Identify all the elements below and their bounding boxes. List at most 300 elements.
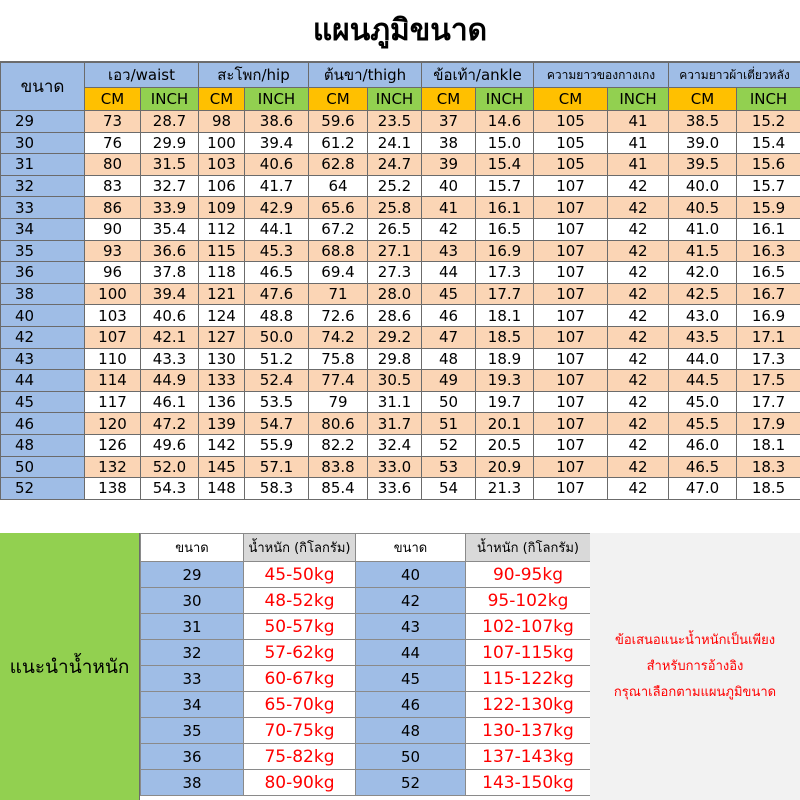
measurement-cell: 86	[85, 197, 141, 219]
size-cell: 29	[1, 111, 85, 133]
measurement-cell: 44.1	[245, 218, 309, 240]
measurement-cell: 16.1	[737, 218, 800, 240]
measurement-cell: 46.1	[141, 391, 199, 413]
measurement-cell: 40	[422, 175, 476, 197]
measurement-cell: 80.6	[309, 413, 368, 435]
weight-range-cell: 115-122kg	[466, 666, 591, 692]
table-row	[1, 240, 800, 262]
measurement-cell: 20.1	[476, 413, 534, 435]
measurement-cell: 107	[534, 434, 608, 456]
measurement-cell: 47.0	[669, 478, 737, 500]
measurement-cell: 16.3	[737, 240, 800, 262]
measurement-cell: 39.0	[669, 132, 737, 154]
measurement-cell: 26.5	[368, 218, 422, 240]
measurement-cell: 45.5	[669, 413, 737, 435]
measurement-cell: 42	[608, 326, 669, 348]
weight-range-cell: 143-150kg	[466, 770, 591, 796]
measurement-cell: 33.6	[368, 478, 422, 500]
measurement-cell: 16.5	[476, 218, 534, 240]
weight-size-cell: 35	[141, 718, 244, 744]
measurement-cell: 124	[199, 305, 245, 327]
measurement-cell: 100	[199, 132, 245, 154]
measurement-cell: 64	[309, 175, 368, 197]
size-cell: 50	[1, 456, 85, 478]
weight-row	[141, 562, 356, 588]
table-row	[1, 154, 800, 176]
size-cell: 34	[1, 218, 85, 240]
unit-inch: INCH	[368, 88, 422, 111]
unit-cm: CM	[669, 88, 737, 111]
measurement-cell: 42	[608, 240, 669, 262]
thigh-header: ต้นขา/thigh	[309, 63, 422, 88]
measurement-cell: 15.9	[737, 197, 800, 219]
measurement-cell: 120	[85, 413, 141, 435]
measurement-cell: 107	[534, 240, 608, 262]
weight-rows-right	[356, 562, 591, 796]
measurement-cell: 50	[422, 391, 476, 413]
weight-size-header: ขนาด	[356, 534, 466, 562]
weight-size-cell: 31	[141, 614, 244, 640]
measurement-cell: 90	[85, 218, 141, 240]
measurement-cell: 43.0	[669, 305, 737, 327]
weight-size-cell: 34	[141, 692, 244, 718]
measurement-cell: 41.7	[245, 175, 309, 197]
measurement-cell: 73	[85, 111, 141, 133]
measurement-cell: 145	[199, 456, 245, 478]
measurement-cell: 29.2	[368, 326, 422, 348]
size-cell: 40	[1, 305, 85, 327]
measurement-cell: 58.3	[245, 478, 309, 500]
measurement-cell: 47	[422, 326, 476, 348]
measurement-cell: 20.9	[476, 456, 534, 478]
measurement-cell: 77.4	[309, 370, 368, 392]
measurement-cell: 44	[422, 262, 476, 284]
measurement-cell: 42	[608, 413, 669, 435]
measurement-cell: 37.8	[141, 262, 199, 284]
measurement-cell: 15.7	[737, 175, 800, 197]
measurement-cell: 57.1	[245, 456, 309, 478]
weight-size-cell: 52	[356, 770, 466, 796]
measurement-cell: 42	[608, 283, 669, 305]
measurement-cell: 41	[608, 111, 669, 133]
measurement-cell: 42.9	[245, 197, 309, 219]
weight-size-cell: 45	[356, 666, 466, 692]
weight-range-cell: 122-130kg	[466, 692, 591, 718]
weight-row	[141, 718, 356, 744]
measurement-cell: 41	[608, 154, 669, 176]
measurement-cell: 31.1	[368, 391, 422, 413]
note-line: สำหรับการอ้างอิง	[646, 658, 744, 674]
measurement-cell: 107	[534, 283, 608, 305]
measurement-cell: 48	[422, 348, 476, 370]
measurement-cell: 38.6	[245, 111, 309, 133]
measurement-cell: 71	[309, 283, 368, 305]
weight-range-cell: 130-137kg	[466, 718, 591, 744]
measurement-cell: 36.6	[141, 240, 199, 262]
size-cell: 33	[1, 197, 85, 219]
weight-size-cell: 43	[356, 614, 466, 640]
measurement-cell: 40.5	[669, 197, 737, 219]
measurement-cell: 15.2	[737, 111, 800, 133]
size-cell: 43	[1, 348, 85, 370]
weight-size-cell: 36	[141, 744, 244, 770]
measurement-cell: 31.7	[368, 413, 422, 435]
measurement-cell: 42	[608, 370, 669, 392]
unit-cm: CM	[534, 88, 608, 111]
measurement-cell: 109	[199, 197, 245, 219]
chart-title: แผนภูมิขนาด	[0, 0, 800, 62]
measurement-cell: 85.4	[309, 478, 368, 500]
table-row	[1, 132, 800, 154]
measurement-cell: 107	[534, 262, 608, 284]
measurement-cell: 28.6	[368, 305, 422, 327]
measurement-cell: 98	[199, 111, 245, 133]
measurement-cell: 76	[85, 132, 141, 154]
table-row	[1, 283, 800, 305]
measurement-cell: 142	[199, 434, 245, 456]
table-row	[1, 434, 800, 456]
measurement-cell: 139	[199, 413, 245, 435]
note-line: ข้อเสนอแนะน้ำหนักเป็นเพียง	[614, 632, 776, 648]
measurement-cell: 16.9	[737, 305, 800, 327]
measurement-cell: 53	[422, 456, 476, 478]
weight-rows-left	[141, 562, 356, 796]
measurement-cell: 43.5	[669, 326, 737, 348]
measurement-cell: 16.5	[737, 262, 800, 284]
measurement-cell: 51.2	[245, 348, 309, 370]
measurement-cell: 16.1	[476, 197, 534, 219]
measurement-cell: 15.4	[476, 154, 534, 176]
measurement-cell: 117	[85, 391, 141, 413]
measurement-cell: 50.0	[245, 326, 309, 348]
measurement-cell: 68.8	[309, 240, 368, 262]
weight-size-cell: 29	[141, 562, 244, 588]
weight-size-cell: 32	[141, 640, 244, 666]
measurement-cell: 18.3	[737, 456, 800, 478]
measurement-cell: 16.9	[476, 240, 534, 262]
measurement-cell: 18.9	[476, 348, 534, 370]
measurement-cell: 130	[199, 348, 245, 370]
weight-range-cell: 70-75kg	[244, 718, 356, 744]
table-row	[1, 326, 800, 348]
weight-row	[356, 666, 591, 692]
measurement-cell: 107	[534, 478, 608, 500]
measurement-cell: 83	[85, 175, 141, 197]
measurement-cell: 80	[85, 154, 141, 176]
measurement-cell: 107	[534, 175, 608, 197]
units-header-row	[1, 88, 800, 111]
measurement-cell: 107	[534, 370, 608, 392]
measurement-cell: 23.5	[368, 111, 422, 133]
table-row	[1, 478, 800, 500]
measurement-cell: 61.2	[309, 132, 368, 154]
size-table	[0, 62, 800, 500]
weight-size-cell: 38	[141, 770, 244, 796]
measurement-cell: 42	[608, 456, 669, 478]
measurement-cell: 148	[199, 478, 245, 500]
measurement-cell: 29.8	[368, 348, 422, 370]
table-row	[1, 370, 800, 392]
size-cell: 44	[1, 370, 85, 392]
measurement-cell: 25.2	[368, 175, 422, 197]
measurement-cell: 43.3	[141, 348, 199, 370]
measurement-cell: 100	[85, 283, 141, 305]
size-cell: 36	[1, 262, 85, 284]
weight-row	[141, 614, 356, 640]
size-cell: 35	[1, 240, 85, 262]
measurement-cell: 49.6	[141, 434, 199, 456]
measurement-cell: 107	[534, 391, 608, 413]
weight-row	[141, 588, 356, 614]
measurement-cell: 59.6	[309, 111, 368, 133]
measurement-cell: 15.7	[476, 175, 534, 197]
measurement-cell: 53.5	[245, 391, 309, 413]
measurement-cell: 44.9	[141, 370, 199, 392]
unit-inch: INCH	[476, 88, 534, 111]
measurement-cell: 27.1	[368, 240, 422, 262]
weight-size-cell: 30	[141, 588, 244, 614]
measurement-cell: 38.5	[669, 111, 737, 133]
weight-row	[141, 666, 356, 692]
size-cell: 32	[1, 175, 85, 197]
table-row	[1, 175, 800, 197]
unit-cm: CM	[85, 88, 141, 111]
measurement-cell: 138	[85, 478, 141, 500]
measurement-cell: 51	[422, 413, 476, 435]
measurement-cell: 42	[608, 348, 669, 370]
weight-size-cell: 48	[356, 718, 466, 744]
weight-size-cell: 33	[141, 666, 244, 692]
size-cell: 52	[1, 478, 85, 500]
table-row	[1, 305, 800, 327]
unit-inch: INCH	[245, 88, 309, 111]
weight-range-cell: 60-67kg	[244, 666, 356, 692]
measurement-cell: 18.1	[476, 305, 534, 327]
measurement-cell: 49	[422, 370, 476, 392]
hip-header: สะโพก/hip	[199, 63, 309, 88]
measurement-cell: 39	[422, 154, 476, 176]
back-rise-header: ความยาวผ้าเตี่ยวหลัง	[669, 63, 800, 88]
weight-row	[356, 718, 591, 744]
measurement-cell: 39.4	[245, 132, 309, 154]
weight-recommendation-panel	[0, 533, 800, 800]
measurement-cell: 46	[422, 305, 476, 327]
measurement-cell: 42	[608, 262, 669, 284]
measurement-cell: 41	[608, 132, 669, 154]
size-cell: 46	[1, 413, 85, 435]
weight-range-cell: 137-143kg	[466, 744, 591, 770]
weight-range-cell: 80-90kg	[244, 770, 356, 796]
table-row	[1, 262, 800, 284]
weight-range-cell: 50-57kg	[244, 614, 356, 640]
measurement-cell: 45	[422, 283, 476, 305]
measurement-cell: 52	[422, 434, 476, 456]
measurement-cell: 39.4	[141, 283, 199, 305]
measurement-cell: 52.4	[245, 370, 309, 392]
measurement-cell: 46.0	[669, 434, 737, 456]
measurement-cell: 136	[199, 391, 245, 413]
measurement-cell: 47.2	[141, 413, 199, 435]
size-cell: 48	[1, 434, 85, 456]
measurement-cell: 40.6	[245, 154, 309, 176]
weight-table-left	[140, 533, 356, 796]
measurement-cell: 93	[85, 240, 141, 262]
weight-row	[356, 744, 591, 770]
measurement-cell: 18.5	[737, 478, 800, 500]
unit-cm: CM	[309, 88, 368, 111]
size-cell: 42	[1, 326, 85, 348]
measurement-cell: 69.4	[309, 262, 368, 284]
measurement-cell: 24.7	[368, 154, 422, 176]
weight-kg-header: น้ำหนัก (กิโลกรัม)	[244, 534, 356, 562]
measurement-cell: 19.3	[476, 370, 534, 392]
measurement-cell: 41.0	[669, 218, 737, 240]
measurement-cell: 46.5	[245, 262, 309, 284]
measurement-cell: 17.3	[476, 262, 534, 284]
measurement-cell: 82.2	[309, 434, 368, 456]
measurement-cell: 37	[422, 111, 476, 133]
weight-row	[141, 744, 356, 770]
measurement-cell: 42	[422, 218, 476, 240]
weight-row	[356, 614, 591, 640]
measurement-cell: 19.7	[476, 391, 534, 413]
table-row	[1, 218, 800, 240]
measurement-cell: 107	[534, 197, 608, 219]
weight-range-cell: 107-115kg	[466, 640, 591, 666]
measurement-cell: 107	[534, 348, 608, 370]
measurement-cell: 107	[534, 413, 608, 435]
measurement-cell: 107	[85, 326, 141, 348]
size-cell: 31	[1, 154, 85, 176]
measurement-cell: 25.8	[368, 197, 422, 219]
weight-row	[141, 640, 356, 666]
measurement-cell: 54.3	[141, 478, 199, 500]
measurement-cell: 42	[608, 391, 669, 413]
measurement-cell: 20.5	[476, 434, 534, 456]
measurement-cell: 42.0	[669, 262, 737, 284]
measurement-cell: 62.8	[309, 154, 368, 176]
measurement-cell: 28.0	[368, 283, 422, 305]
measurement-cell: 32.7	[141, 175, 199, 197]
measurement-cell: 32.4	[368, 434, 422, 456]
measurement-cell: 75.8	[309, 348, 368, 370]
measurement-cell: 18.1	[737, 434, 800, 456]
weight-note	[590, 533, 800, 800]
measurement-cell: 29.9	[141, 132, 199, 154]
measurement-cell: 55.9	[245, 434, 309, 456]
weight-row	[141, 692, 356, 718]
measurement-cell: 65.6	[309, 197, 368, 219]
weight-size-header: ขนาด	[141, 534, 244, 562]
pants-length-header: ความยาวของกางเกง	[534, 63, 669, 88]
ankle-header: ข้อเท้า/ankle	[422, 63, 534, 88]
measurement-cell: 127	[199, 326, 245, 348]
measurement-cell: 67.2	[309, 218, 368, 240]
measurement-cell: 107	[534, 456, 608, 478]
table-row	[1, 456, 800, 478]
measurement-cell: 114	[85, 370, 141, 392]
weight-size-cell: 50	[356, 744, 466, 770]
measurement-cell: 17.5	[737, 370, 800, 392]
weight-row	[356, 770, 591, 796]
measurement-cell: 107	[534, 326, 608, 348]
measurement-cell: 112	[199, 218, 245, 240]
measurement-cell: 118	[199, 262, 245, 284]
size-cell: 38	[1, 283, 85, 305]
table-row	[1, 348, 800, 370]
weight-range-cell: 90-95kg	[466, 562, 591, 588]
measurement-cell: 14.6	[476, 111, 534, 133]
measurement-cell: 21.3	[476, 478, 534, 500]
measurement-cell: 52.0	[141, 456, 199, 478]
unit-inch: INCH	[737, 88, 800, 111]
weight-table-right	[355, 533, 591, 796]
measurement-cell: 42	[608, 197, 669, 219]
measurement-cell: 42	[608, 434, 669, 456]
size-rows	[1, 111, 800, 500]
measurement-cell: 83.8	[309, 456, 368, 478]
measurement-cell: 47.6	[245, 283, 309, 305]
measurement-cell: 33.0	[368, 456, 422, 478]
weight-row	[356, 692, 591, 718]
measurement-cell: 42.1	[141, 326, 199, 348]
measurement-cell: 96	[85, 262, 141, 284]
weight-range-cell: 65-70kg	[244, 692, 356, 718]
measurement-cell: 17.9	[737, 413, 800, 435]
weight-range-cell: 95-102kg	[466, 588, 591, 614]
measurement-cell: 38	[422, 132, 476, 154]
measurement-cell: 103	[199, 154, 245, 176]
measurement-cell: 15.0	[476, 132, 534, 154]
weight-size-cell: 44	[356, 640, 466, 666]
measurement-cell: 33.9	[141, 197, 199, 219]
weight-recommendation-label: แนะนำน้ำหนัก	[0, 533, 140, 800]
measurement-cell: 133	[199, 370, 245, 392]
table-row	[1, 413, 800, 435]
measurement-cell: 44.5	[669, 370, 737, 392]
weight-range-cell: 48-52kg	[244, 588, 356, 614]
measurement-cell: 105	[534, 111, 608, 133]
measurement-cell: 48.8	[245, 305, 309, 327]
measurement-cell: 42	[608, 478, 669, 500]
measurement-cell: 40.6	[141, 305, 199, 327]
table-row	[1, 111, 800, 133]
weight-size-cell: 46	[356, 692, 466, 718]
measurement-cell: 28.7	[141, 111, 199, 133]
weight-range-cell: 57-62kg	[244, 640, 356, 666]
table-row	[1, 197, 800, 219]
weight-size-cell: 42	[356, 588, 466, 614]
measurement-cell: 103	[85, 305, 141, 327]
measurement-cell: 54	[422, 478, 476, 500]
weight-range-cell: 75-82kg	[244, 744, 356, 770]
measurement-cell: 72.6	[309, 305, 368, 327]
measurement-cell: 42	[608, 175, 669, 197]
measurement-cell: 110	[85, 348, 141, 370]
unit-inch: INCH	[608, 88, 669, 111]
size-cell: 30	[1, 132, 85, 154]
measurement-cell: 35.4	[141, 218, 199, 240]
measurement-cell: 17.1	[737, 326, 800, 348]
measurement-cell: 41	[422, 197, 476, 219]
weight-row	[356, 588, 591, 614]
measurement-cell: 17.7	[737, 391, 800, 413]
measurement-cell: 54.7	[245, 413, 309, 435]
measurement-cell: 45.3	[245, 240, 309, 262]
measurement-cell: 42.5	[669, 283, 737, 305]
weight-row	[356, 640, 591, 666]
measurement-cell: 105	[534, 132, 608, 154]
